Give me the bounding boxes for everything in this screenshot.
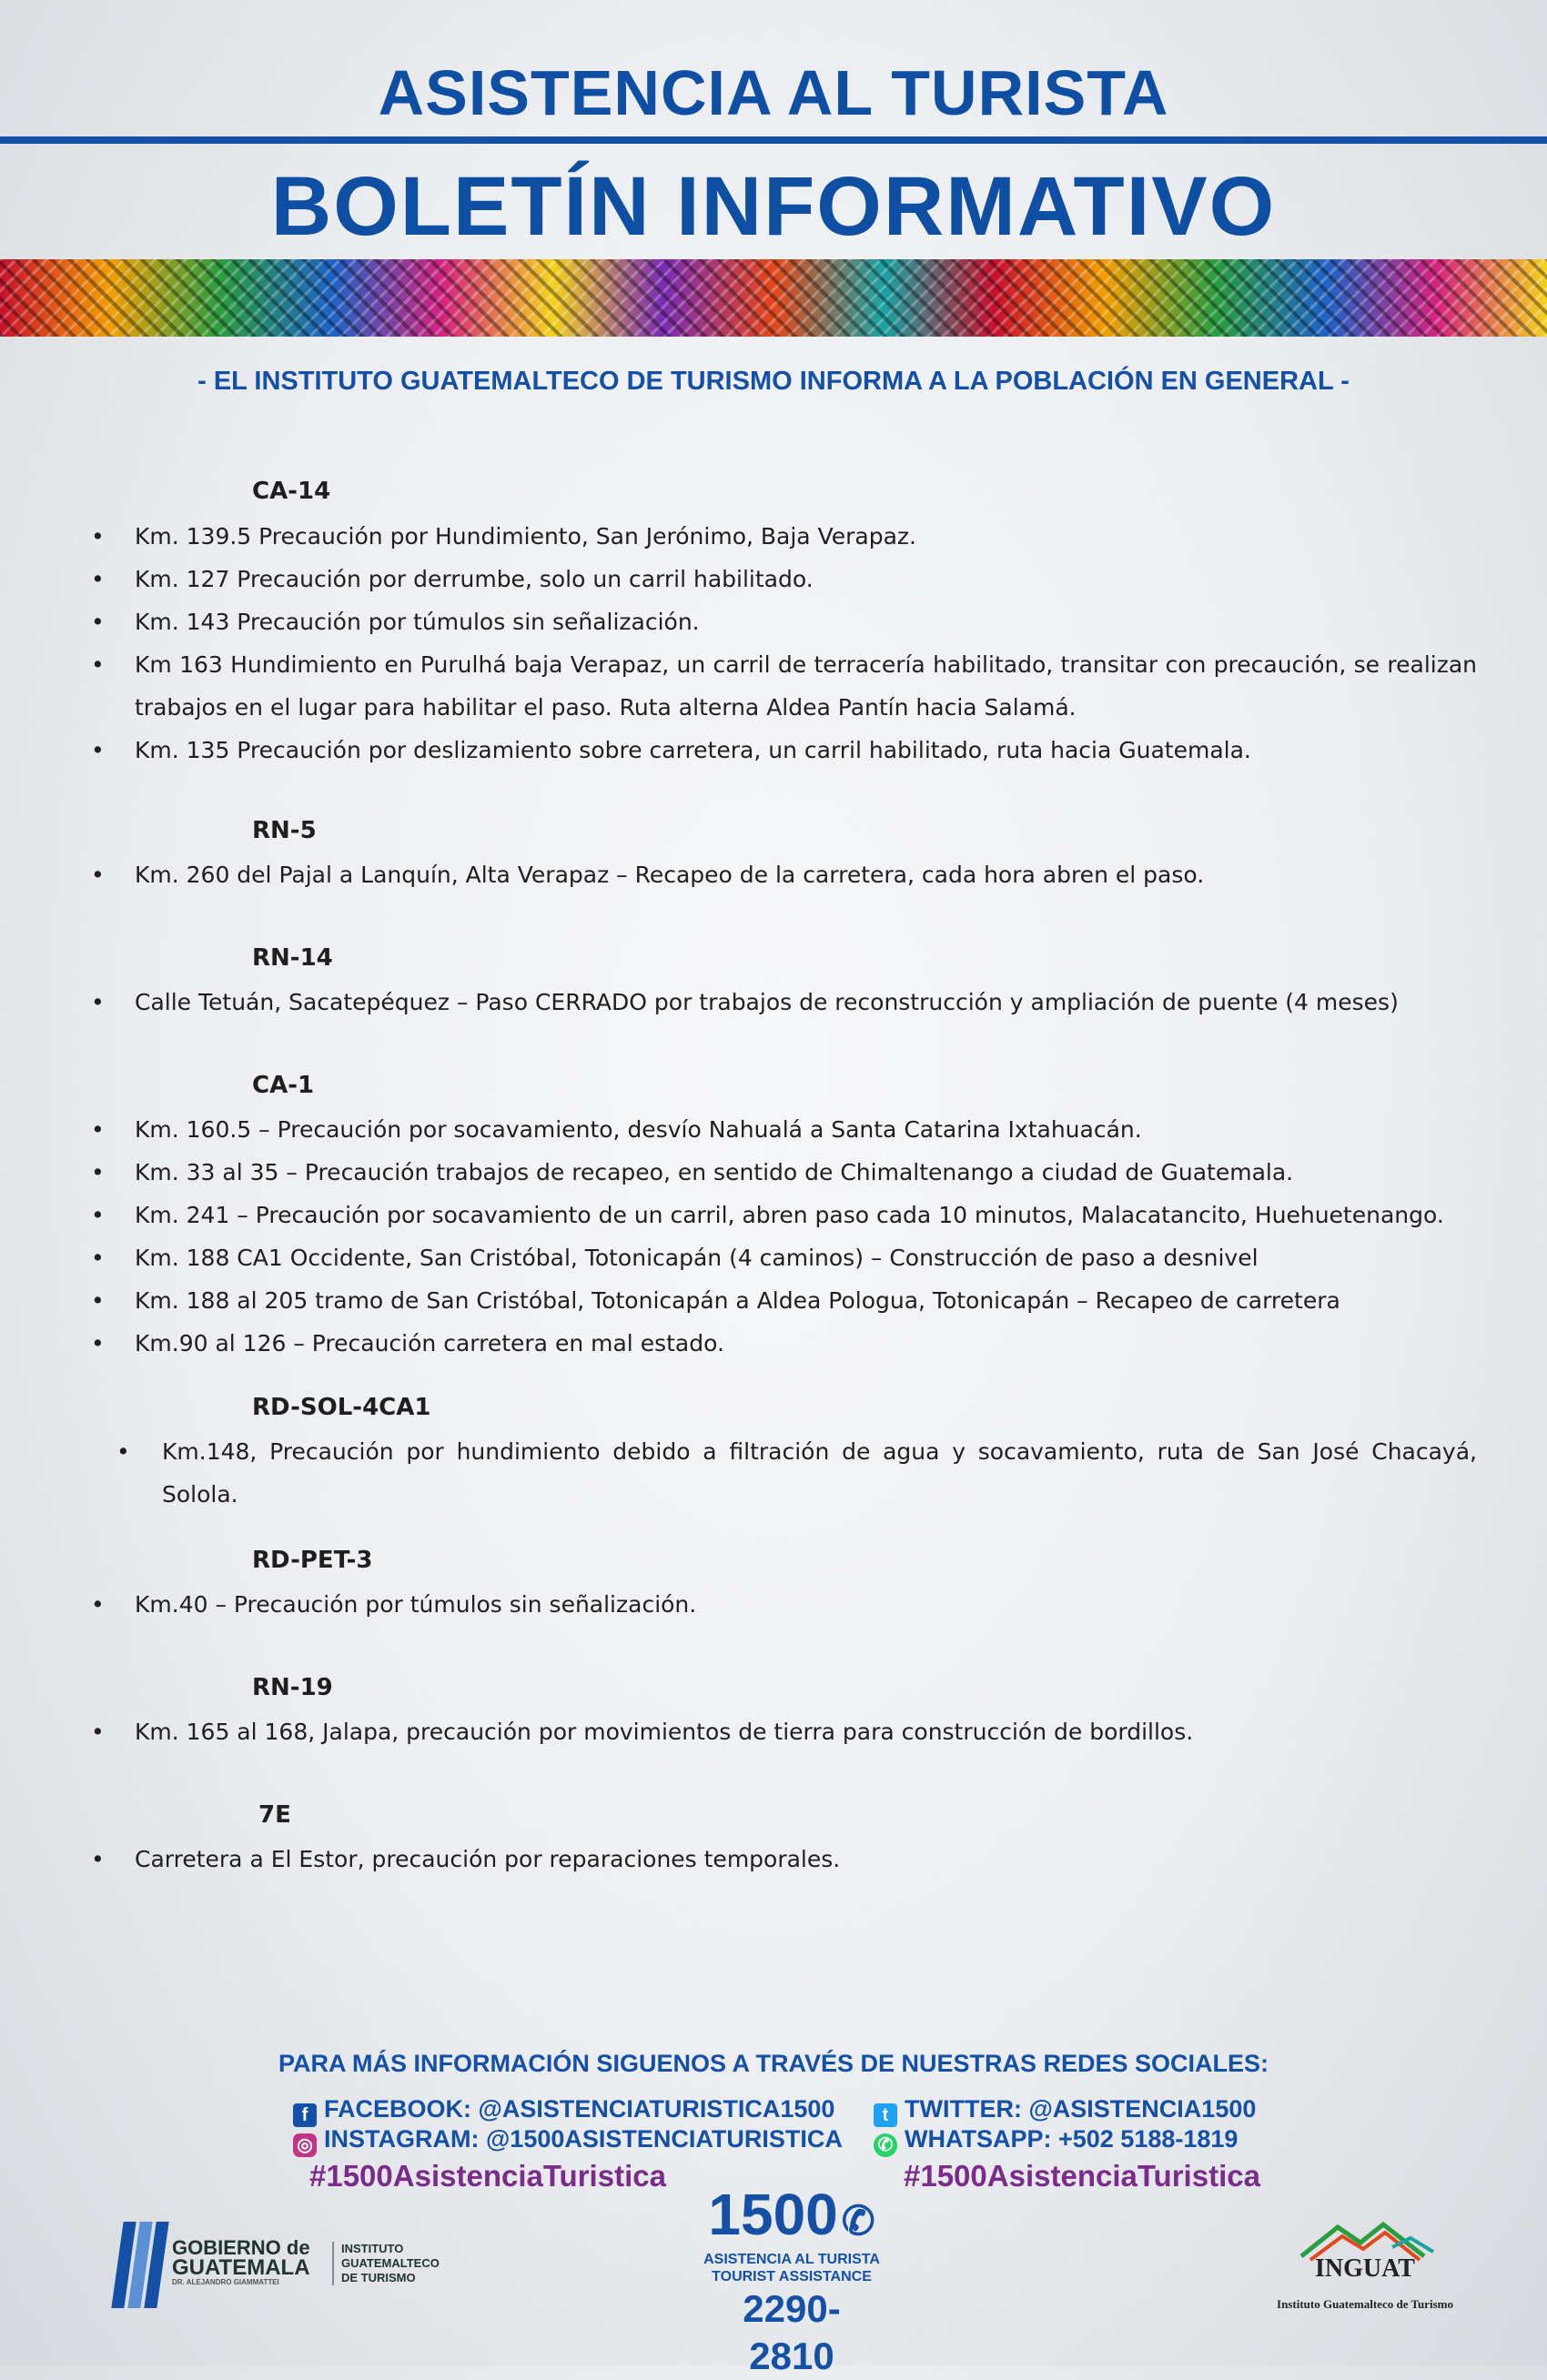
- inst-line1: INSTITUTO: [341, 2242, 404, 2255]
- section-list: [0, 1838, 1547, 1881]
- bulletin-title: BOLETÍN INFORMATIVO: [270, 160, 1277, 253]
- bullet-icon: •: [91, 1719, 105, 1745]
- assistance-number: 1500: [708, 2182, 838, 2247]
- list-item: • Km.148, Precaución por hundimiento debido a filtración de agua y socavamiento, ruta de San José Chacayá, Solola.: [0, 1430, 1477, 1516]
- hashtag-left: #1500AsistenciaTuristica: [309, 2159, 666, 2193]
- bullet-icon: •: [91, 651, 105, 678]
- hashtag-right: #1500AsistenciaTuristica: [904, 2159, 1260, 2193]
- section-list: [0, 515, 1547, 771]
- phone-number: 2290-2810: [743, 2287, 841, 2377]
- list-item: • Km. 139.5 Precaución por Hundimiento, San Jerónimo, Baja Verapaz.: [0, 515, 1477, 558]
- assist-en: TOURIST ASSISTANCE: [712, 2269, 872, 2284]
- section-title: CA-14: [252, 478, 331, 505]
- inst-line2: GUATEMALTECO: [341, 2256, 440, 2270]
- footer-title: PARA MÁS INFORMACIÓN SIGUENOS A TRAVÉS DE NUESTRAS REDES SOCIALES:: [278, 2050, 1269, 2077]
- list-item: • Km. 260 del Pajal a Lanquín, Alta Verapaz – Recapeo de la carretera, cada hora abren el paso.: [0, 853, 1477, 896]
- section-title: 7E: [258, 1801, 291, 1829]
- gob-line3: DR. ALEJANDRO GIAMMATTEI: [172, 2278, 279, 2286]
- textile-banner: [0, 259, 1547, 337]
- bullet-icon: •: [91, 989, 105, 1015]
- gob-line2: GUATEMALA: [172, 2255, 310, 2280]
- bullet-icon: •: [91, 1330, 105, 1356]
- facebook-icon: f: [293, 2103, 317, 2127]
- section-list: [0, 1108, 1547, 1365]
- list-item: • Km. 188 CA1 Occidente, San Cristóbal, Totonicapán (4 caminos) – Construcción de paso a desnivel: [0, 1236, 1477, 1279]
- twitter-link[interactable]: t TWITTER: @ASISTENCIA1500: [874, 2095, 1256, 2127]
- instagram-icon: ◎: [293, 2133, 317, 2157]
- list-item: • Km. 165 al 168, Jalapa, precaución por movimientos de tierra para construcción de bordillos.: [0, 1710, 1477, 1753]
- inguat-logo: [1256, 2220, 1474, 2320]
- header-divider: [0, 136, 1547, 144]
- bullet-icon: •: [91, 1287, 105, 1314]
- twitter-icon: t: [874, 2103, 897, 2127]
- bullet-icon: •: [91, 1159, 105, 1185]
- list-item: • Km. 127 Precaución por derrumbe, solo un carril habilitado.: [0, 558, 1477, 600]
- section-list: [0, 1430, 1547, 1516]
- assistance-number-logo: [701, 2182, 883, 2380]
- instagram-link[interactable]: ◎ INSTAGRAM: @1500ASISTENCIATURISTICA: [293, 2125, 843, 2157]
- section-list: [0, 981, 1547, 1024]
- list-item: • Km. 143 Precaución por túmulos sin señalización.: [0, 600, 1477, 643]
- list-item: • Calle Tetuán, Sacatepéquez – Paso CERRADO por trabajos de reconstrucción y ampliación de puente (4 meses): [0, 981, 1477, 1024]
- list-item: • Km. 135 Precaución por deslizamiento sobre carretera, un carril habilitado, ruta hacia Guatemala.: [0, 729, 1477, 771]
- bullet-icon: •: [91, 1846, 105, 1872]
- inguat-subtitle: Instituto Guatemalteco de Turismo: [1277, 2297, 1453, 2311]
- section-list: [0, 1710, 1547, 1753]
- government-flag-icon: [114, 2222, 165, 2308]
- whatsapp-link[interactable]: ✆ WHATSAPP: +502 5188-1819: [874, 2125, 1238, 2157]
- section-title: RD-PET-3: [252, 1547, 373, 1574]
- bullet-icon: •: [91, 862, 105, 888]
- list-item: • Km. 33 al 35 – Precaución trabajos de recapeo, en sentido de Chimaltenango a ciudad de Guatemala.: [0, 1151, 1477, 1194]
- list-item: • Km 163 Hundimiento en Purulhá baja Verapaz, un carril de terracería habilitado, transitar con precaución, se realizan trabajos en el lugar para habilitar el paso. Ruta alterna Aldea Pantín hacia Salamá.: [0, 643, 1477, 729]
- section-title: RD-SOL-4CA1: [252, 1394, 431, 1421]
- header-title: ASISTENCIA AL TURISTA: [378, 57, 1169, 128]
- bullet-icon: •: [91, 566, 105, 592]
- bullet-icon: •: [91, 1202, 105, 1228]
- list-item: • Carretera a El Estor, precaución por reparaciones temporales.: [0, 1838, 1477, 1881]
- inguat-name: INGUAT: [1315, 2254, 1415, 2283]
- bullet-icon: •: [91, 737, 105, 763]
- section-list: [0, 1583, 1547, 1626]
- list-item: • Km. 241 – Precaución por socavamiento de un carril, abren paso cada 10 minutos, Malacatancito, Huehuetenango.: [0, 1194, 1477, 1236]
- facebook-link[interactable]: f FACEBOOK: @ASISTENCIATURISTICA1500: [293, 2095, 834, 2127]
- list-item: • Km. 160.5 – Precaución por socavamiento, desvío Nahualá a Santa Catarina Ixtahuacán.: [0, 1108, 1477, 1151]
- bullet-icon: •: [91, 523, 105, 550]
- gob-line1: GOBIERNO de: [172, 2236, 310, 2259]
- section-title: RN-14: [252, 944, 333, 972]
- bullet-icon: •: [91, 1591, 105, 1618]
- section-list: [0, 853, 1547, 896]
- section-title: CA-1: [252, 1072, 315, 1099]
- whatsapp-icon: ✆: [874, 2133, 897, 2157]
- section-title: RN-5: [252, 817, 317, 844]
- list-item: • Km.90 al 126 – Precaución carretera en mal estado.: [0, 1322, 1477, 1365]
- bullet-icon: •: [91, 1245, 105, 1271]
- section-title: RN-19: [252, 1674, 333, 1701]
- bullet-icon: •: [91, 1116, 105, 1143]
- bullet-icon: •: [91, 609, 105, 635]
- government-logo: [114, 2222, 450, 2313]
- phone-icon: ✆: [841, 2199, 875, 2244]
- inst-line3: DE TURISMO: [341, 2271, 416, 2284]
- list-item: • Km.40 – Precaución por túmulos sin señalización.: [0, 1583, 1477, 1626]
- list-item: • Km. 188 al 205 tramo de San Cristóbal, Totonicapán a Aldea Pologua, Totonicapán – Recapeo de carretera: [0, 1279, 1477, 1322]
- header-subtitle: - EL INSTITUTO GUATEMALTECO DE TURISMO INFORMA A LA POBLACIÓN EN GENERAL -: [197, 367, 1350, 396]
- assist-es: ASISTENCIA AL TURISTA: [703, 2252, 880, 2267]
- bullet-icon: •: [116, 1438, 130, 1465]
